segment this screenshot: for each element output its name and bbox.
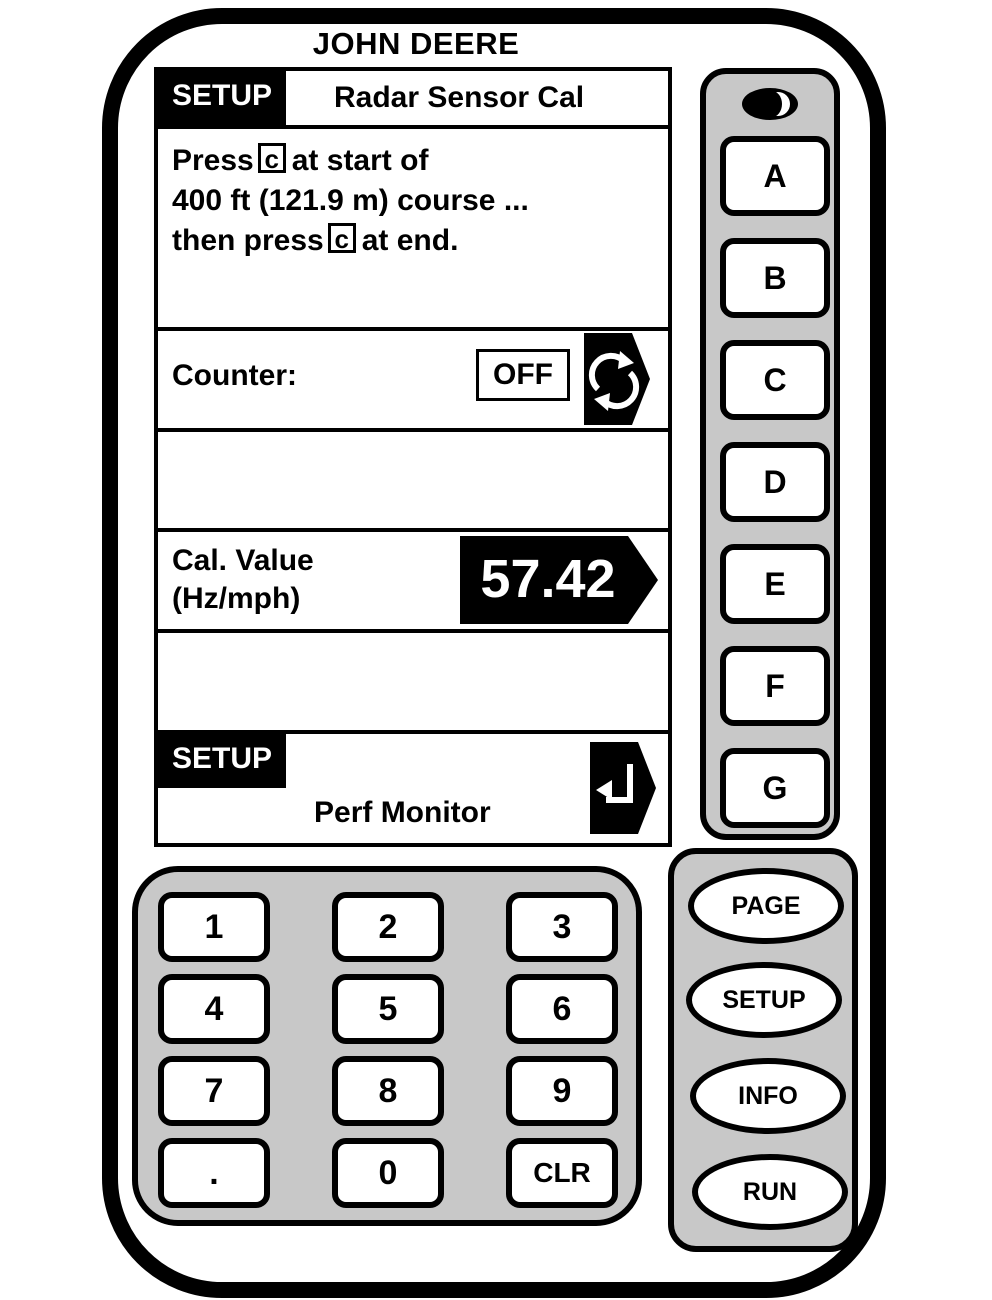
key-6[interactable]: 6 — [506, 974, 618, 1044]
instruction-line-3 — [172, 221, 458, 261]
softkey-d[interactable]: D — [720, 442, 830, 522]
key-c-indicator: c — [258, 143, 286, 173]
cal-value-units: (Hz/mph) — [172, 582, 301, 615]
numeric-keypad — [132, 866, 642, 1226]
page-title: Radar Sensor Cal — [334, 81, 585, 114]
instruction-text: at end. — [361, 224, 459, 257]
key-8[interactable]: 8 — [332, 1056, 444, 1126]
softkey-b[interactable]: B — [720, 238, 830, 318]
softkey-a[interactable]: A — [720, 136, 830, 216]
function-button-column — [668, 848, 858, 1252]
counter-value: OFF — [476, 349, 570, 401]
return-arrow-icon[interactable] — [590, 742, 656, 834]
screen-header — [158, 71, 668, 129]
display-toggle-icon[interactable] — [740, 86, 800, 122]
key-clear[interactable]: CLR — [506, 1138, 618, 1208]
setup-button[interactable]: SETUP — [686, 962, 842, 1038]
instruction-text: at start of — [291, 144, 429, 177]
key-1[interactable]: 1 — [158, 892, 270, 962]
key-4[interactable]: 4 — [158, 974, 270, 1044]
instruction-line-2: 400 ft (121.9 m) course ... — [172, 184, 529, 217]
instruction-panel — [158, 129, 668, 331]
instruction-text: Press — [172, 144, 254, 177]
counter-row — [158, 331, 668, 432]
key-0[interactable]: 0 — [332, 1138, 444, 1208]
footer-label: Perf Monitor — [314, 796, 491, 829]
key-c-indicator: c — [328, 223, 356, 253]
softkey-c[interactable]: C — [720, 340, 830, 420]
softkey-e[interactable]: E — [720, 544, 830, 624]
key-3[interactable]: 3 — [506, 892, 618, 962]
key-2[interactable]: 2 — [332, 892, 444, 962]
screen-footer — [158, 734, 668, 843]
cal-value-row — [158, 532, 668, 633]
key-5[interactable]: 5 — [332, 974, 444, 1044]
header-tab: SETUP — [158, 71, 286, 125]
empty-row — [158, 432, 668, 532]
key-7[interactable]: 7 — [158, 1056, 270, 1126]
softkey-column — [700, 68, 840, 840]
instruction-line-1 — [172, 141, 428, 181]
page-button[interactable]: PAGE — [688, 868, 844, 944]
key-decimal[interactable]: . — [158, 1138, 270, 1208]
footer-tab: SETUP — [158, 734, 286, 788]
instruction-text: then press — [172, 224, 324, 257]
cal-value: 57.42 — [480, 549, 616, 609]
cycle-arrows-icon[interactable] — [584, 333, 650, 425]
counter-label: Counter: — [172, 359, 297, 392]
key-9[interactable]: 9 — [506, 1056, 618, 1126]
softkey-f[interactable]: F — [720, 646, 830, 726]
brand-label: JOHN DEERE — [312, 26, 520, 61]
empty-row — [158, 633, 668, 734]
info-button[interactable]: INFO — [690, 1058, 846, 1134]
display-screen — [154, 67, 672, 847]
softkey-g[interactable]: G — [720, 748, 830, 828]
cal-value-label: Cal. Value — [172, 544, 314, 577]
run-button[interactable]: RUN — [692, 1154, 848, 1230]
